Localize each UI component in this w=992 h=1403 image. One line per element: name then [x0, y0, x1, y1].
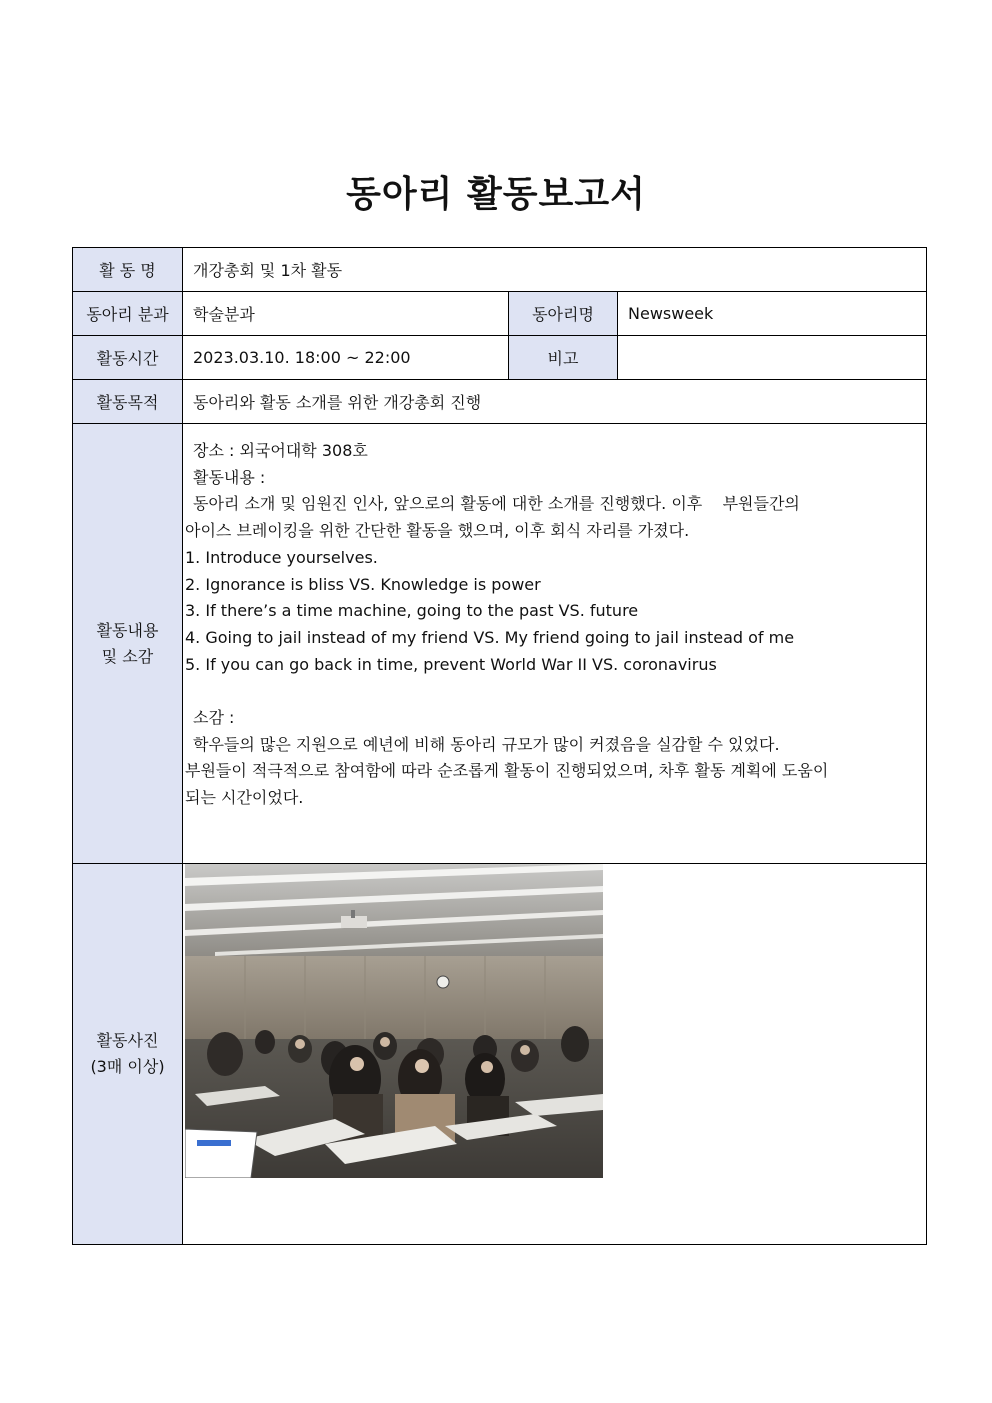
- purpose-label: 활동목적: [73, 380, 183, 424]
- list-item: 5. If you can go back in time, prevent World War II VS. coronavirus: [185, 654, 717, 674]
- list-item: 4. Going to jail instead of my friend VS. My friend going to jail instead of me: [185, 627, 795, 647]
- content-heading: 활동내용 :: [193, 467, 266, 487]
- document-title: 동아리 활동보고서: [346, 174, 646, 215]
- row-activity-name: [73, 248, 927, 292]
- photos-label-line1: 활동사진: [96, 1031, 159, 1050]
- description-line-1: 동아리 소개 및 임원진 인사, 앞으로의 활동에 대한 소개를 진행했다. 이후 부원들간의: [193, 494, 800, 514]
- remarks-label: 비고: [509, 336, 618, 380]
- list-item: 1. Introduce yourselves.: [185, 547, 378, 567]
- club-division-label: 동아리 분과: [73, 292, 183, 336]
- row-club-info: [73, 292, 927, 336]
- row-activity-time: [73, 336, 927, 380]
- list-item: 2. Ignorance is bliss VS. Knowledge is power: [185, 574, 541, 594]
- activity-photo: [185, 864, 603, 1178]
- club-division-value: 학술분과: [183, 292, 509, 336]
- place-text: 장소 : 외국어대학 308호: [193, 441, 368, 460]
- content-body: [183, 424, 927, 864]
- activity-name-value: 개강총회 및 1차 활동: [183, 248, 927, 292]
- photos-cell: [183, 864, 927, 1245]
- purpose-value: 동아리와 활동 소개를 위한 개강총회 진행: [183, 380, 927, 424]
- content-label-line1: 활동내용: [96, 620, 159, 640]
- content-label-line2: 및 소감: [101, 646, 154, 666]
- photos-label: [73, 864, 183, 1245]
- impression-line-3: 되는 시간이었다.: [185, 788, 304, 808]
- impression-line-1: 학우들의 많은 지원으로 예년에 비해 동아리 규모가 많이 커졌음을 실감할 수 있었다.: [193, 734, 780, 754]
- row-purpose: [73, 380, 927, 424]
- activity-time-label: 활동시간: [73, 336, 183, 380]
- report-table: [72, 247, 927, 1245]
- activity-name-label: 활 동 명: [73, 248, 183, 292]
- content-label: [73, 424, 183, 864]
- photos-label-line2: (3매 이상): [90, 1057, 165, 1076]
- activity-time-value: 2023.03.10. 18:00 ~ 22:00: [183, 336, 509, 380]
- club-name-label: 동아리명: [509, 292, 618, 336]
- row-content: [73, 424, 927, 864]
- list-item: 3. If there’s a time machine, going to the past VS. future: [185, 601, 639, 621]
- remarks-value: [618, 336, 927, 380]
- row-photos: [73, 864, 927, 1245]
- impression-heading: 소감 :: [193, 708, 235, 728]
- description-line-2: 아이스 브레이킹을 위한 간단한 활동을 했으며, 이후 회식 자리를 가졌다.: [185, 521, 690, 541]
- club-name-value: Newsweek: [618, 292, 927, 336]
- impression-line-2: 부원들이 적극적으로 참여함에 따라 순조롭게 활동이 진행되었으며, 차후 활동 계획에 도움이: [185, 761, 829, 781]
